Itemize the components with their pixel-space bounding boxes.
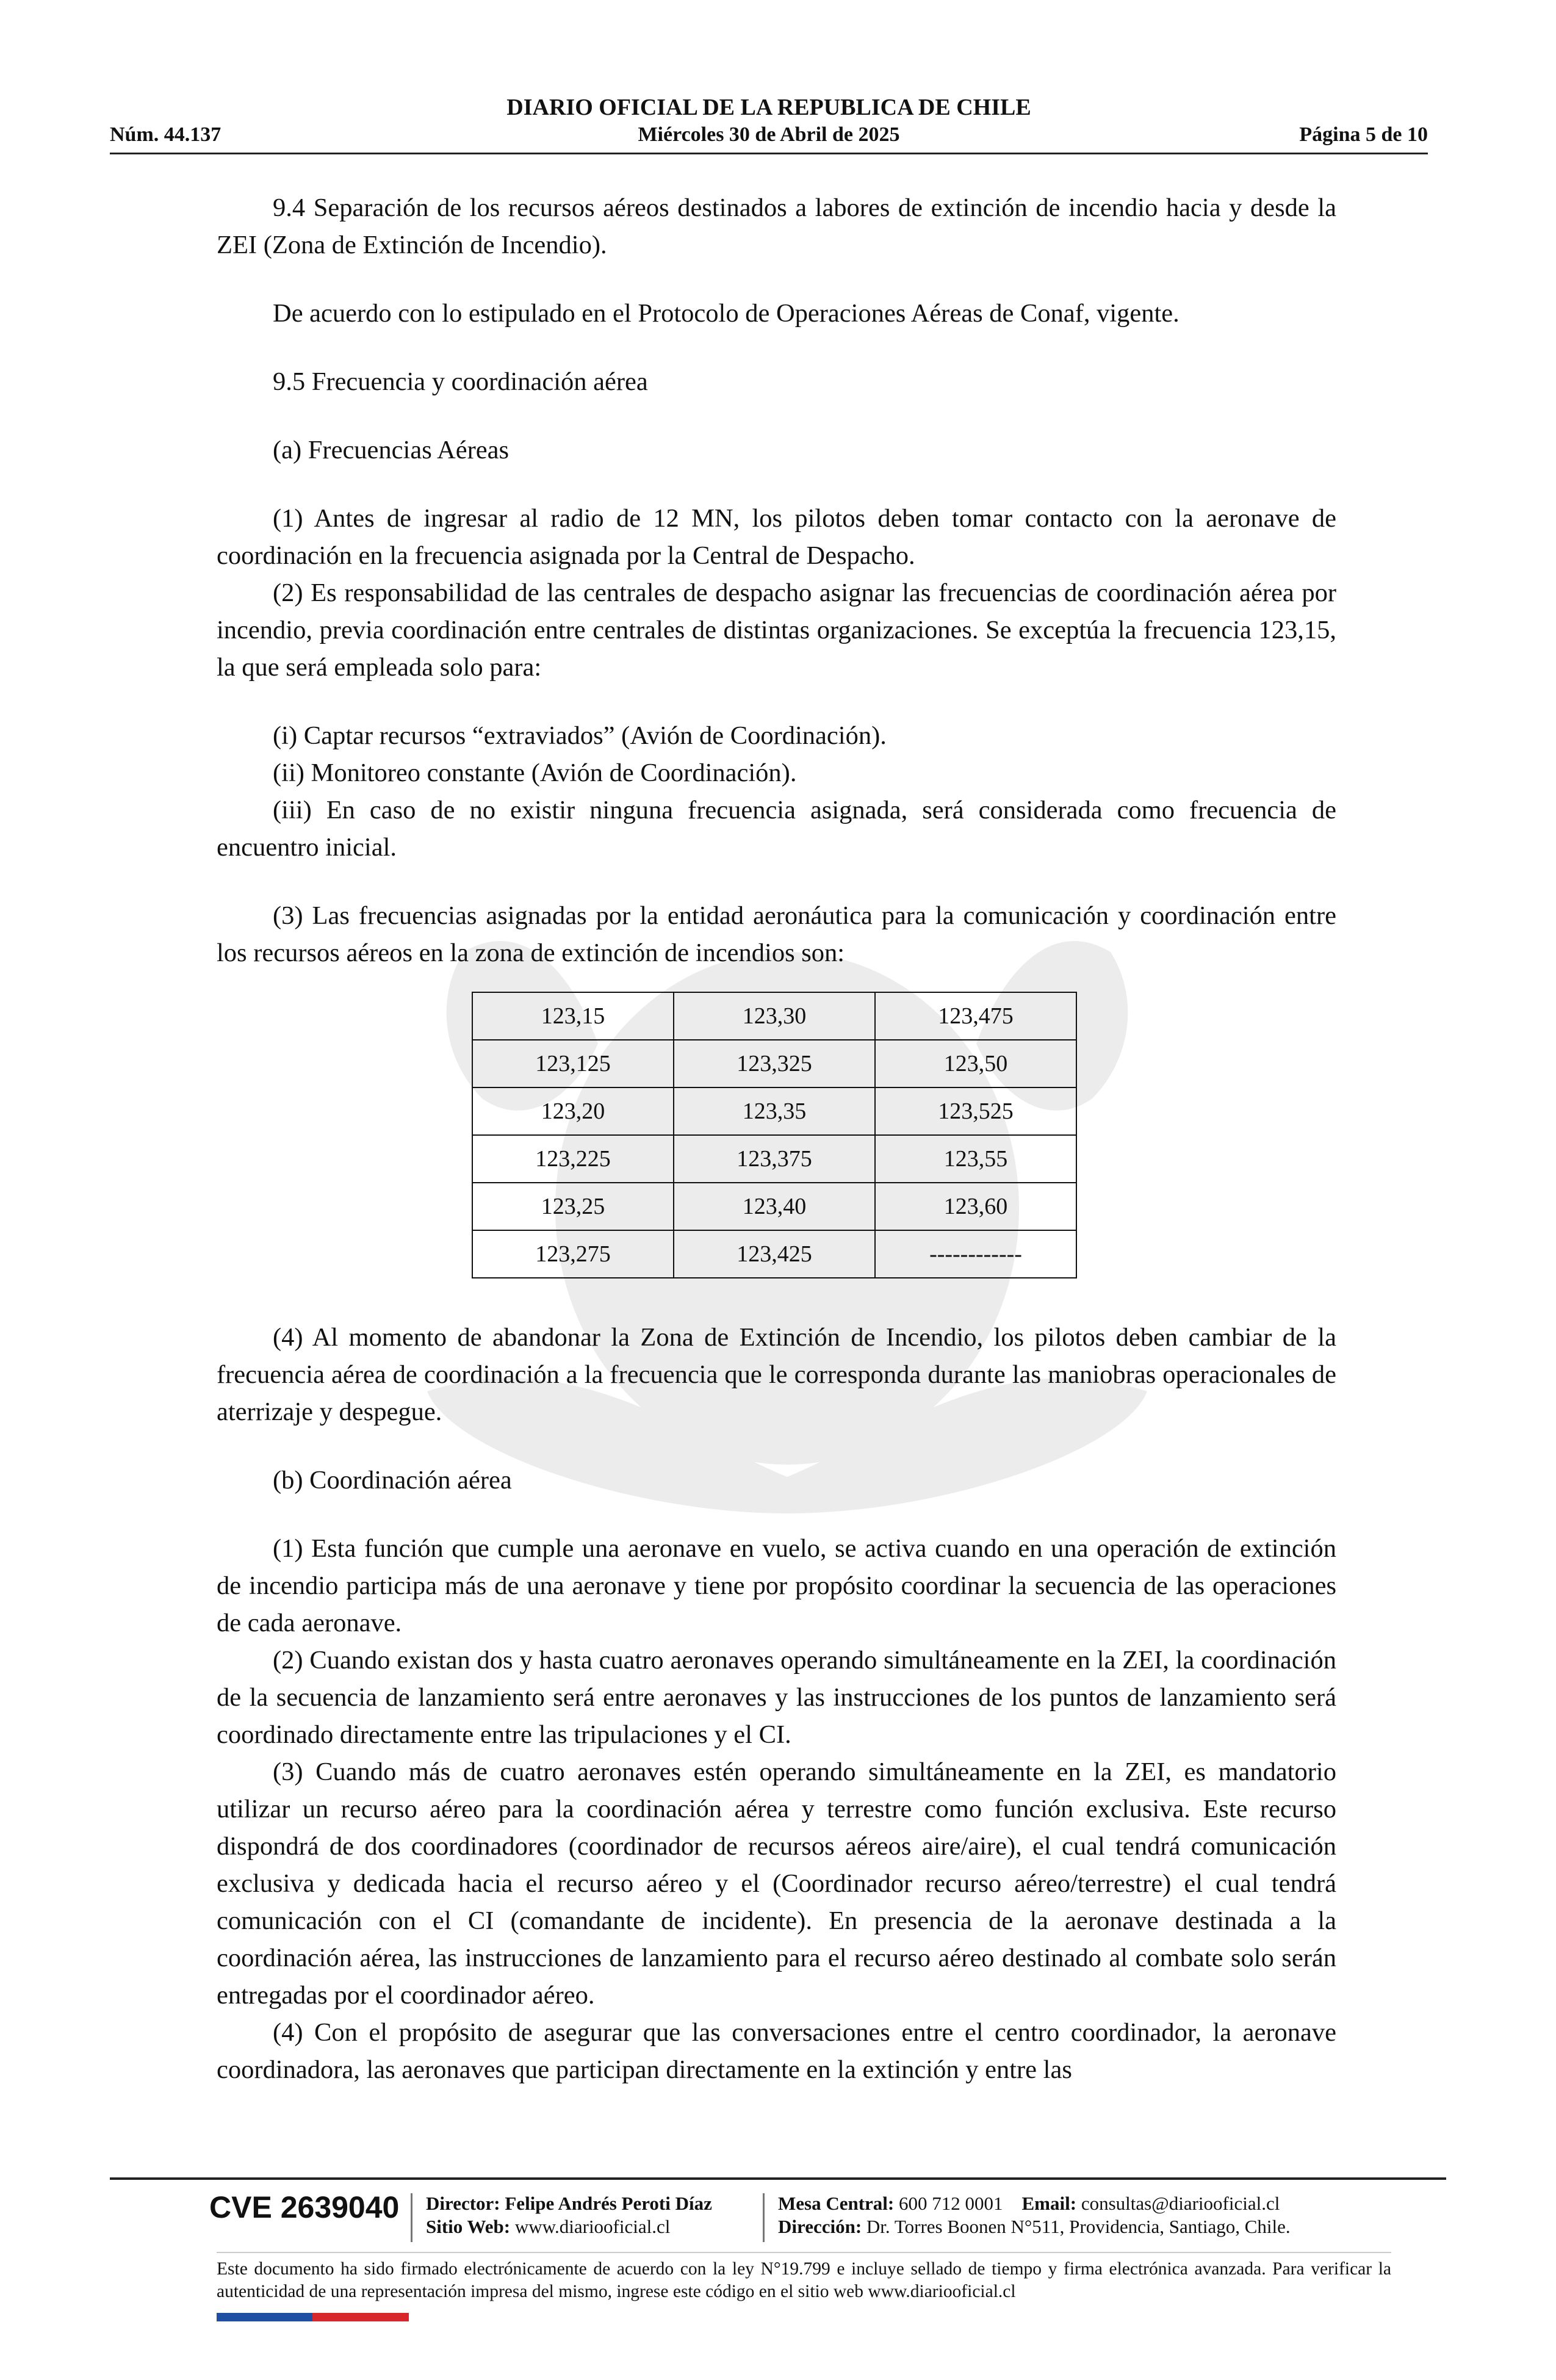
- email-label: Email:: [1021, 2193, 1077, 2214]
- paragraph: (3) Cuando más de cuatro aeronaves estén operando simultáneamente en la ZEI, es mandatorio utilizar un recurso aéreo para la coordinación aérea y terrestre como función exclusiva. Este recurso dispondrá de dos coordinadores (coordinador de recursos aéreos aire/aire), el cual tendrá comunicación exclusiva y dedicada hacia el recurso aéreo y el (Coordinador recurso aéreo/terrestre) el cual tendrá comunicación con el CI (comandante de incidente). En presencia de la aeronave destinada a la coordinación aérea, las instrucciones de lanzamiento para el recurso aéreo destinado al combate solo serán entregadas por el coordinador aéreo.: [217, 1758, 1336, 2010]
- flag-color-bar: [217, 2313, 409, 2321]
- paragraph: 9.4 Separación de los recursos aéreos destinados a labores de extinción de incendio hacia y desde la ZEI (Zona de Extinción de Incendio).: [217, 193, 1336, 259]
- director-label: Director:: [426, 2193, 500, 2214]
- table-cell: 123,25: [472, 1183, 674, 1230]
- footer-divider: [763, 2193, 765, 2242]
- table-cell: 123,55: [875, 1135, 1076, 1183]
- flag-blue-segment: [217, 2313, 312, 2321]
- publication-title: DIARIO OFICIAL DE LA REPUBLICA DE CHILE: [506, 95, 1031, 120]
- issue-date: Miércoles 30 de Abril de 2025: [638, 123, 900, 146]
- footer-separator: [217, 2252, 1391, 2253]
- table-cell: 123,20: [472, 1087, 674, 1135]
- table-cell: 123,15: [472, 992, 674, 1040]
- paragraph: (2) Es responsabilidad de las centrales de despacho asignar las frecuencias de coordinación aérea por incendio, previa coordinación entre centrales de distintas organizaciones. Se exceptúa la frecuencia 123,15, la que será empleada solo para:: [217, 579, 1336, 682]
- section-heading: 9.5 Frecuencia y coordinación aérea: [273, 367, 648, 396]
- paragraph: (1) Esta función que cumple una aeronave en vuelo, se activa cuando en una operación de extinción de incendio participa más de una aeronave y tiene por propósito coordinar la secuencia de las operaciones de cada aeronave.: [217, 1534, 1336, 1637]
- list-item: (iii) En caso de no existir ninguna frecuencia asignada, será considerada como frecuencia de encuentro inicial.: [217, 796, 1336, 862]
- website-link[interactable]: www.diariooficial.cl: [514, 2216, 671, 2237]
- page-footer: [110, 2177, 1446, 2306]
- phone-label: Mesa Central:: [778, 2193, 895, 2214]
- table-cell: 123,275: [472, 1230, 674, 1278]
- table-row: [472, 1183, 1076, 1230]
- table-row: [472, 1087, 1076, 1135]
- website-label: Sitio Web:: [426, 2216, 511, 2237]
- subsection-heading: (a) Frecuencias Aéreas: [273, 436, 510, 464]
- table-cell: 123,425: [674, 1230, 875, 1278]
- table-cell: 123,30: [674, 992, 875, 1040]
- footer-director-block: [426, 2192, 712, 2238]
- table-cell: 123,125: [472, 1040, 674, 1087]
- paragraph: (4) Con el propósito de asegurar que las conversaciones entre el centro coordinador, la aeronave coordinadora, las aeronaves que participan directamente en la extinción y entre las: [217, 2018, 1336, 2084]
- table-cell: 123,35: [674, 1087, 875, 1135]
- table-cell: 123,525: [875, 1087, 1076, 1135]
- table-cell: ------------: [875, 1230, 1076, 1278]
- subsection-heading: (b) Coordinación aérea: [273, 1466, 512, 1495]
- document-body: [217, 189, 1336, 2088]
- list-item: (ii) Monitoreo constante (Avión de Coordinación).: [273, 759, 797, 787]
- address: Dr. Torres Boonen N°511, Providencia, Santiago, Chile.: [866, 2216, 1291, 2237]
- signature-notice: Este documento ha sido firmado electrónicamente de acuerdo con la ley N°19.799 e incluye sellado de tiempo y firma electrónica avanzada. Para verificar la autenticidad de una representación impresa del mismo, ingrese este código en el sitio web www.diariooficial.cl: [217, 2259, 1391, 2301]
- cve-code: CVE 2639040: [209, 2190, 400, 2224]
- footer-contact-block: [778, 2192, 1291, 2238]
- footer-divider: [411, 2193, 412, 2242]
- phone-number: 600 712 0001: [899, 2193, 1003, 2214]
- table-row: [472, 1135, 1076, 1183]
- table-cell: 123,375: [674, 1135, 875, 1183]
- flag-red-segment: [312, 2313, 409, 2321]
- header-rule: [110, 153, 1428, 154]
- email-link[interactable]: consultas@diariooficial.cl: [1081, 2193, 1280, 2214]
- footer-rule: [110, 2177, 1446, 2180]
- paragraph: (3) Las frecuencias asignadas por la entidad aeronáutica para la comunicación y coordinación entre los recursos aéreos en la zona de extinción de incendios son:: [217, 901, 1336, 967]
- table-cell: 123,40: [674, 1183, 875, 1230]
- table-cell: 123,60: [875, 1183, 1076, 1230]
- table-row: [472, 1040, 1076, 1087]
- paragraph: (4) Al momento de abandonar la Zona de Extinción de Incendio, los pilotos deben cambiar de la frecuencia aérea de coordinación a la frecuencia que le corresponda durante las maniobras operacionales de aterrizaje y despegue.: [217, 1323, 1336, 1426]
- issue-number: Núm. 44.137: [110, 123, 222, 146]
- table-cell: 123,225: [472, 1135, 674, 1183]
- table-row: [472, 992, 1076, 1040]
- table-cell: 123,50: [875, 1040, 1076, 1087]
- director-name: Felipe Andrés Peroti Díaz: [505, 2193, 712, 2214]
- table-cell: 123,325: [674, 1040, 875, 1087]
- table-row: [472, 1230, 1076, 1278]
- paragraph: De acuerdo con lo estipulado en el Protocolo de Operaciones Aéreas de Conaf, vigente.: [273, 299, 1180, 328]
- frequency-table: [472, 992, 1077, 1278]
- paragraph: (1) Antes de ingresar al radio de 12 MN, los pilotos deben tomar contacto con la aeronave de coordinación en la frecuencia asignada por la Central de Despacho.: [217, 504, 1336, 570]
- page-header: [110, 92, 1428, 153]
- address-label: Dirección:: [778, 2216, 862, 2237]
- table-cell: 123,475: [875, 992, 1076, 1040]
- page-number: Página 5 de 10: [1299, 123, 1428, 146]
- list-item: (i) Captar recursos “extraviados” (Avión de Coordinación).: [273, 721, 887, 750]
- paragraph: (2) Cuando existan dos y hasta cuatro aeronaves operando simultáneamente en la ZEI, la coordinación de la secuencia de lanzamiento será entre aeronaves y las instrucciones de los puntos de lanzamiento será coordinado directamente entre las tripulaciones y el CI.: [217, 1646, 1336, 1749]
